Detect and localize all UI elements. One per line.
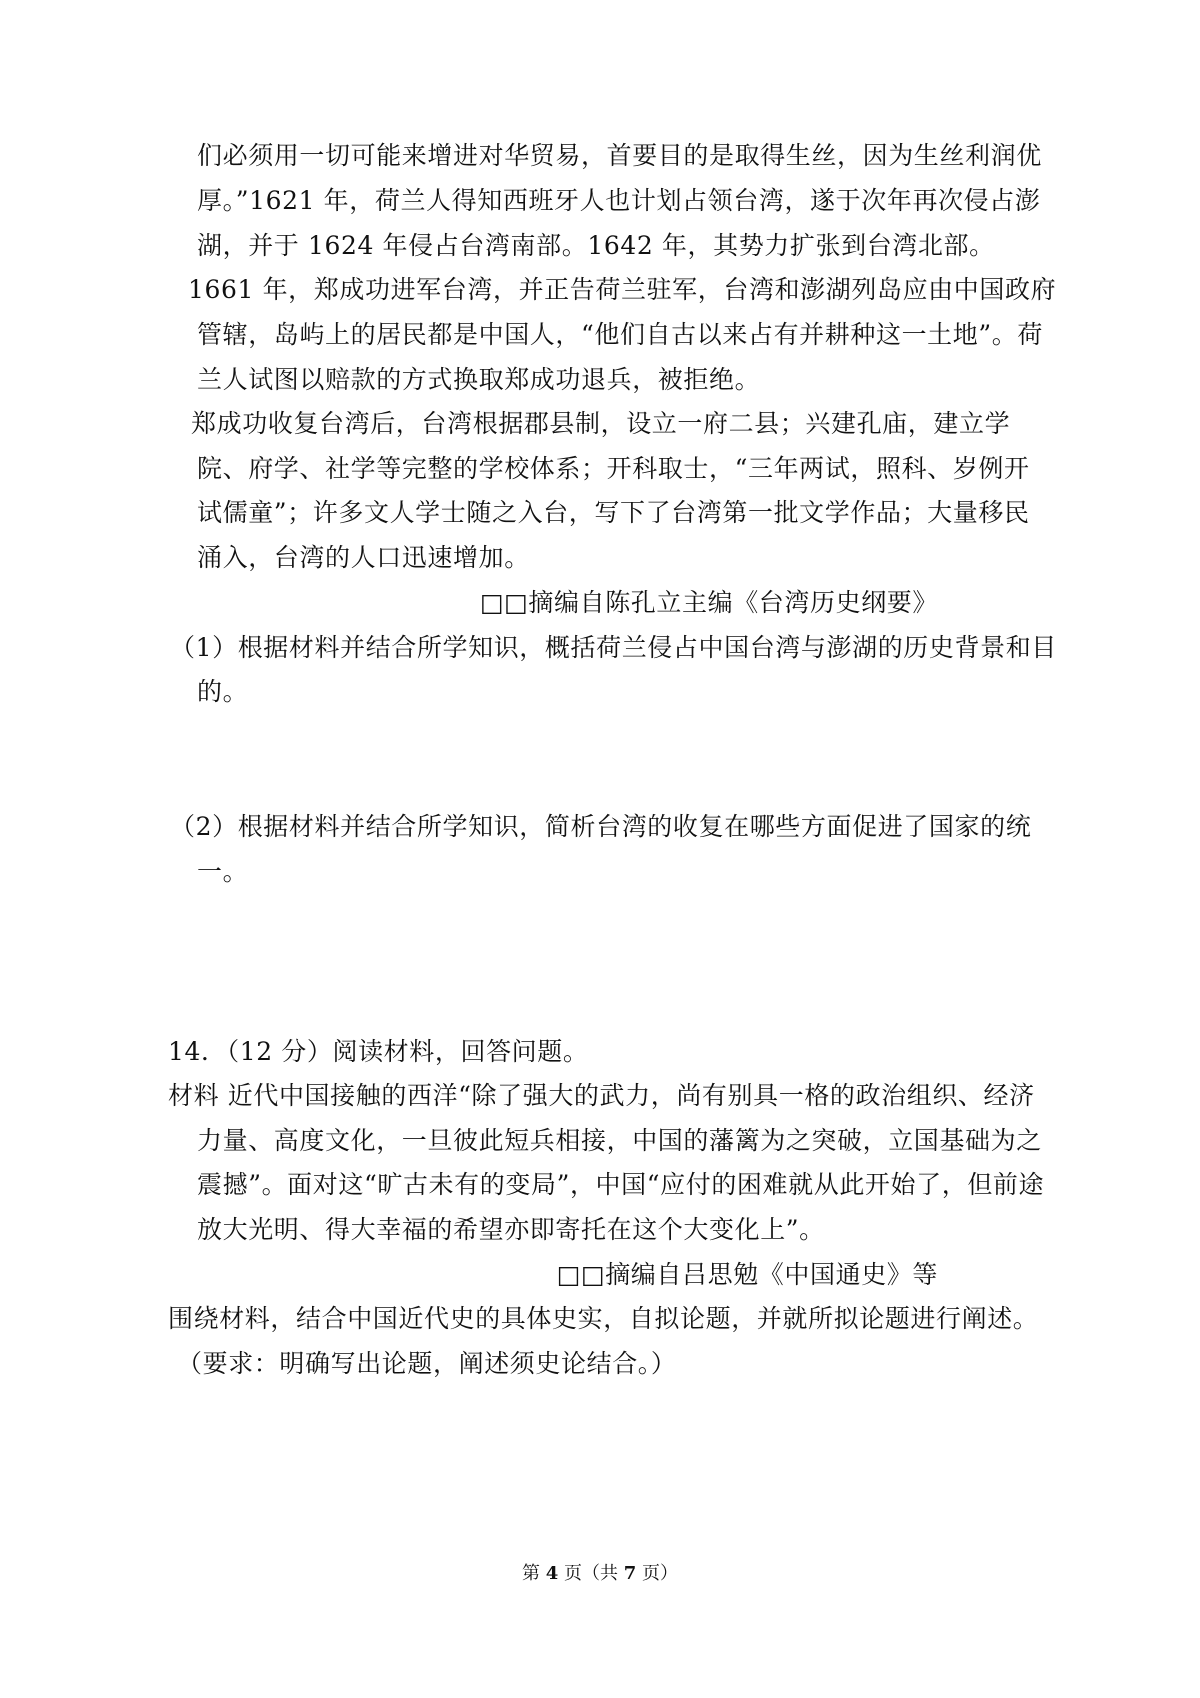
footer-suffix: 页） xyxy=(642,1563,678,1584)
sub-question-1: （1）根据材料并结合所学知识，概括荷兰侵占中国台湾与澎湖的历史背景和目 xyxy=(170,633,1057,662)
material-line: 郑成功收复台湾后，台湾根据郡县制，设立一府二县；兴建孔庙，建立学 xyxy=(191,409,1011,438)
material-line: 们必须用一切可能来增进对华贸易，首要目的是取得生丝，因为生丝利润优 xyxy=(197,141,1042,170)
material-line: 兰人试图以赔款的方式换取郑成功退兵，被拒绝。 xyxy=(197,365,761,394)
footer-middle: 页（共 xyxy=(564,1563,618,1584)
q14-source-citation: □□摘编自吕思勉《中国通史》等 xyxy=(556,1260,938,1289)
material-line: 管辖，岛屿上的居民都是中国人，“他们自古以来占有并耕种这一土地”。荷 xyxy=(197,320,1043,349)
total-pages: 7 xyxy=(623,1563,637,1584)
material-line: 院、府学、社学等完整的学校体系；开科取士，“三年两试，照科、岁例开 xyxy=(197,454,1030,483)
q14-instruction: 围绕材料，结合中国近代史的具体史实，自拟论题，并就所拟论题进行阐述。 xyxy=(168,1304,1039,1333)
q14-material-line: 放大光明、得大幸福的希望亦即寄托在这个大变化上”。 xyxy=(197,1215,825,1244)
q14-requirement: （要求：明确写出论题，阐述须史论结合。） xyxy=(177,1349,677,1378)
material-line: 1661 年，郑成功进军台湾，并正告荷兰驻军，台湾和澎湖列岛应由中国政府 xyxy=(188,275,1057,304)
footer-prefix: 第 xyxy=(522,1563,540,1584)
q14-material-line: 震撼”。面对这“旷古未有的变局”，中国“应付的困难就从此开始了，但前途 xyxy=(197,1170,1045,1199)
material-line: 试儒童”；许多文人学士随之入台，写下了台湾第一批文学作品；大量移民 xyxy=(197,498,1030,527)
sub-question-2-cont: 一。 xyxy=(197,857,249,886)
source-citation: □□摘编自陈孔立主编《台湾历史纲要》 xyxy=(479,588,938,617)
material-line: 湖，并于 1624 年侵占台湾南部。1642 年，其势力扩张到台湾北部。 xyxy=(197,231,995,260)
material-line: 涌入，台湾的人口迅速增加。 xyxy=(197,543,530,572)
page-footer xyxy=(0,1562,1200,1586)
question-14-heading: 14．（12 分）阅读材料，回答问题。 xyxy=(168,1037,589,1066)
sub-question-2: （2）根据材料并结合所学知识，简析台湾的收复在哪些方面促进了国家的统 xyxy=(170,812,1032,841)
material-line: 厚。”1621 年，荷兰人得知西班牙人也计划占领台湾，遂于次年再次侵占澎 xyxy=(197,186,1041,215)
page-number: 4 xyxy=(545,1563,559,1584)
q14-material-line: 材料 近代中国接触的西洋“除了强大的武力，尚有别具一格的政治组织、经济 xyxy=(168,1081,1035,1110)
sub-question-1-cont: 的。 xyxy=(197,677,249,706)
q14-material-line: 力量、高度文化，一旦彼此短兵相接，中国的藩篱为之突破，立国基础为之 xyxy=(197,1126,1042,1155)
